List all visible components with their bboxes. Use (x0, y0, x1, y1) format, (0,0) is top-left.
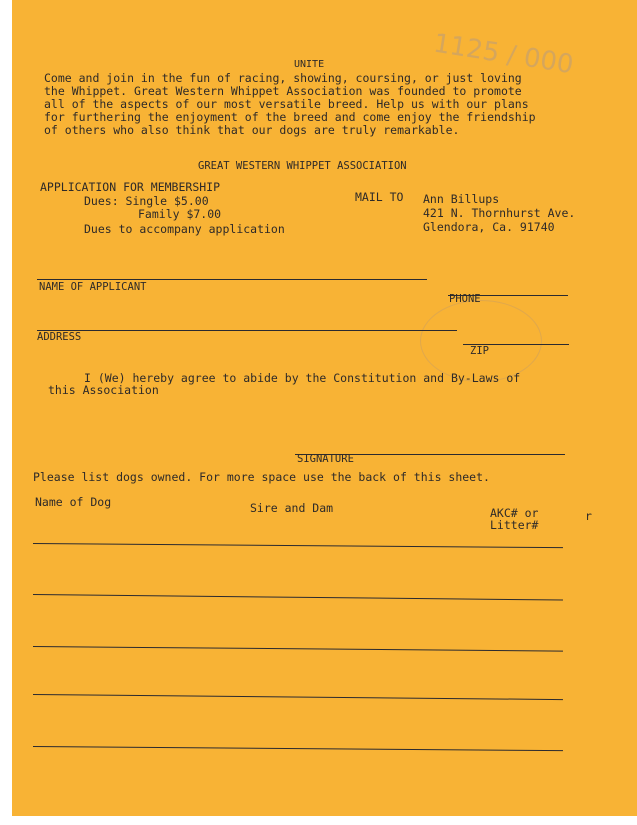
faint-stamp: 1125 / 000 (431, 28, 576, 81)
application-heading: APPLICATION FOR MEMBERSHIP (40, 180, 221, 194)
applicant-name-line[interactable] (37, 279, 427, 280)
dogs-instruction: Please list dogs owned. For more space use the back of this sheet. (33, 470, 490, 484)
intro-line-5: of others who also think that our dogs are truly remarkable. (44, 123, 460, 137)
association-name: GREAT WESTERN WHIPPET ASSOCIATION (198, 160, 407, 172)
mail-street: 421 N. Thornhurst Ave. (423, 206, 576, 220)
stray-mark: r (585, 509, 592, 523)
page-title: UNITE (294, 59, 325, 70)
intro-line-3: all of the aspects of our most versatile breed. Help us with our plans (44, 97, 529, 111)
intro-line-1: Come and join in the fun of racing, showing, coursing, or just loving (44, 71, 522, 85)
col-akc-line-1: AKC# or (490, 506, 539, 520)
applicant-name-label: NAME OF APPLICANT (39, 281, 147, 293)
address-label: ADDRESS (37, 331, 82, 343)
intro-line-4: for furthering the enjoyment of the breed and come enjoy the friendship (44, 110, 536, 124)
address-line[interactable] (37, 330, 457, 331)
col-name-of-dog: Name of Dog (35, 495, 112, 509)
col-sire-and-dam: Sire and Dam (250, 501, 334, 515)
mail-name: Ann Billups (423, 192, 500, 206)
signature-label: SIGNATURE (297, 453, 354, 465)
intro-line-2: the Whippet. Great Western Whippet Association was founded to promote (44, 84, 522, 98)
dues-note: Dues to accompany application (84, 222, 285, 236)
dues-family: Family $7.00 (138, 207, 222, 221)
agreement-line-1: I (We) hereby agree to abide by the Constitution and By-Laws of (84, 371, 521, 385)
mail-to-label: MAIL TO (355, 190, 404, 204)
agreement-line-2: this Association (48, 383, 159, 397)
coffee-ring-stain (420, 300, 542, 382)
col-akc-line-2: Litter# (490, 518, 539, 532)
mail-city: Glendora, Ca. 91740 (423, 220, 555, 234)
dues-single: Dues: Single $5.00 (84, 194, 209, 208)
phone-label: PHONE (449, 293, 481, 305)
zip-label: ZIP (470, 345, 489, 357)
